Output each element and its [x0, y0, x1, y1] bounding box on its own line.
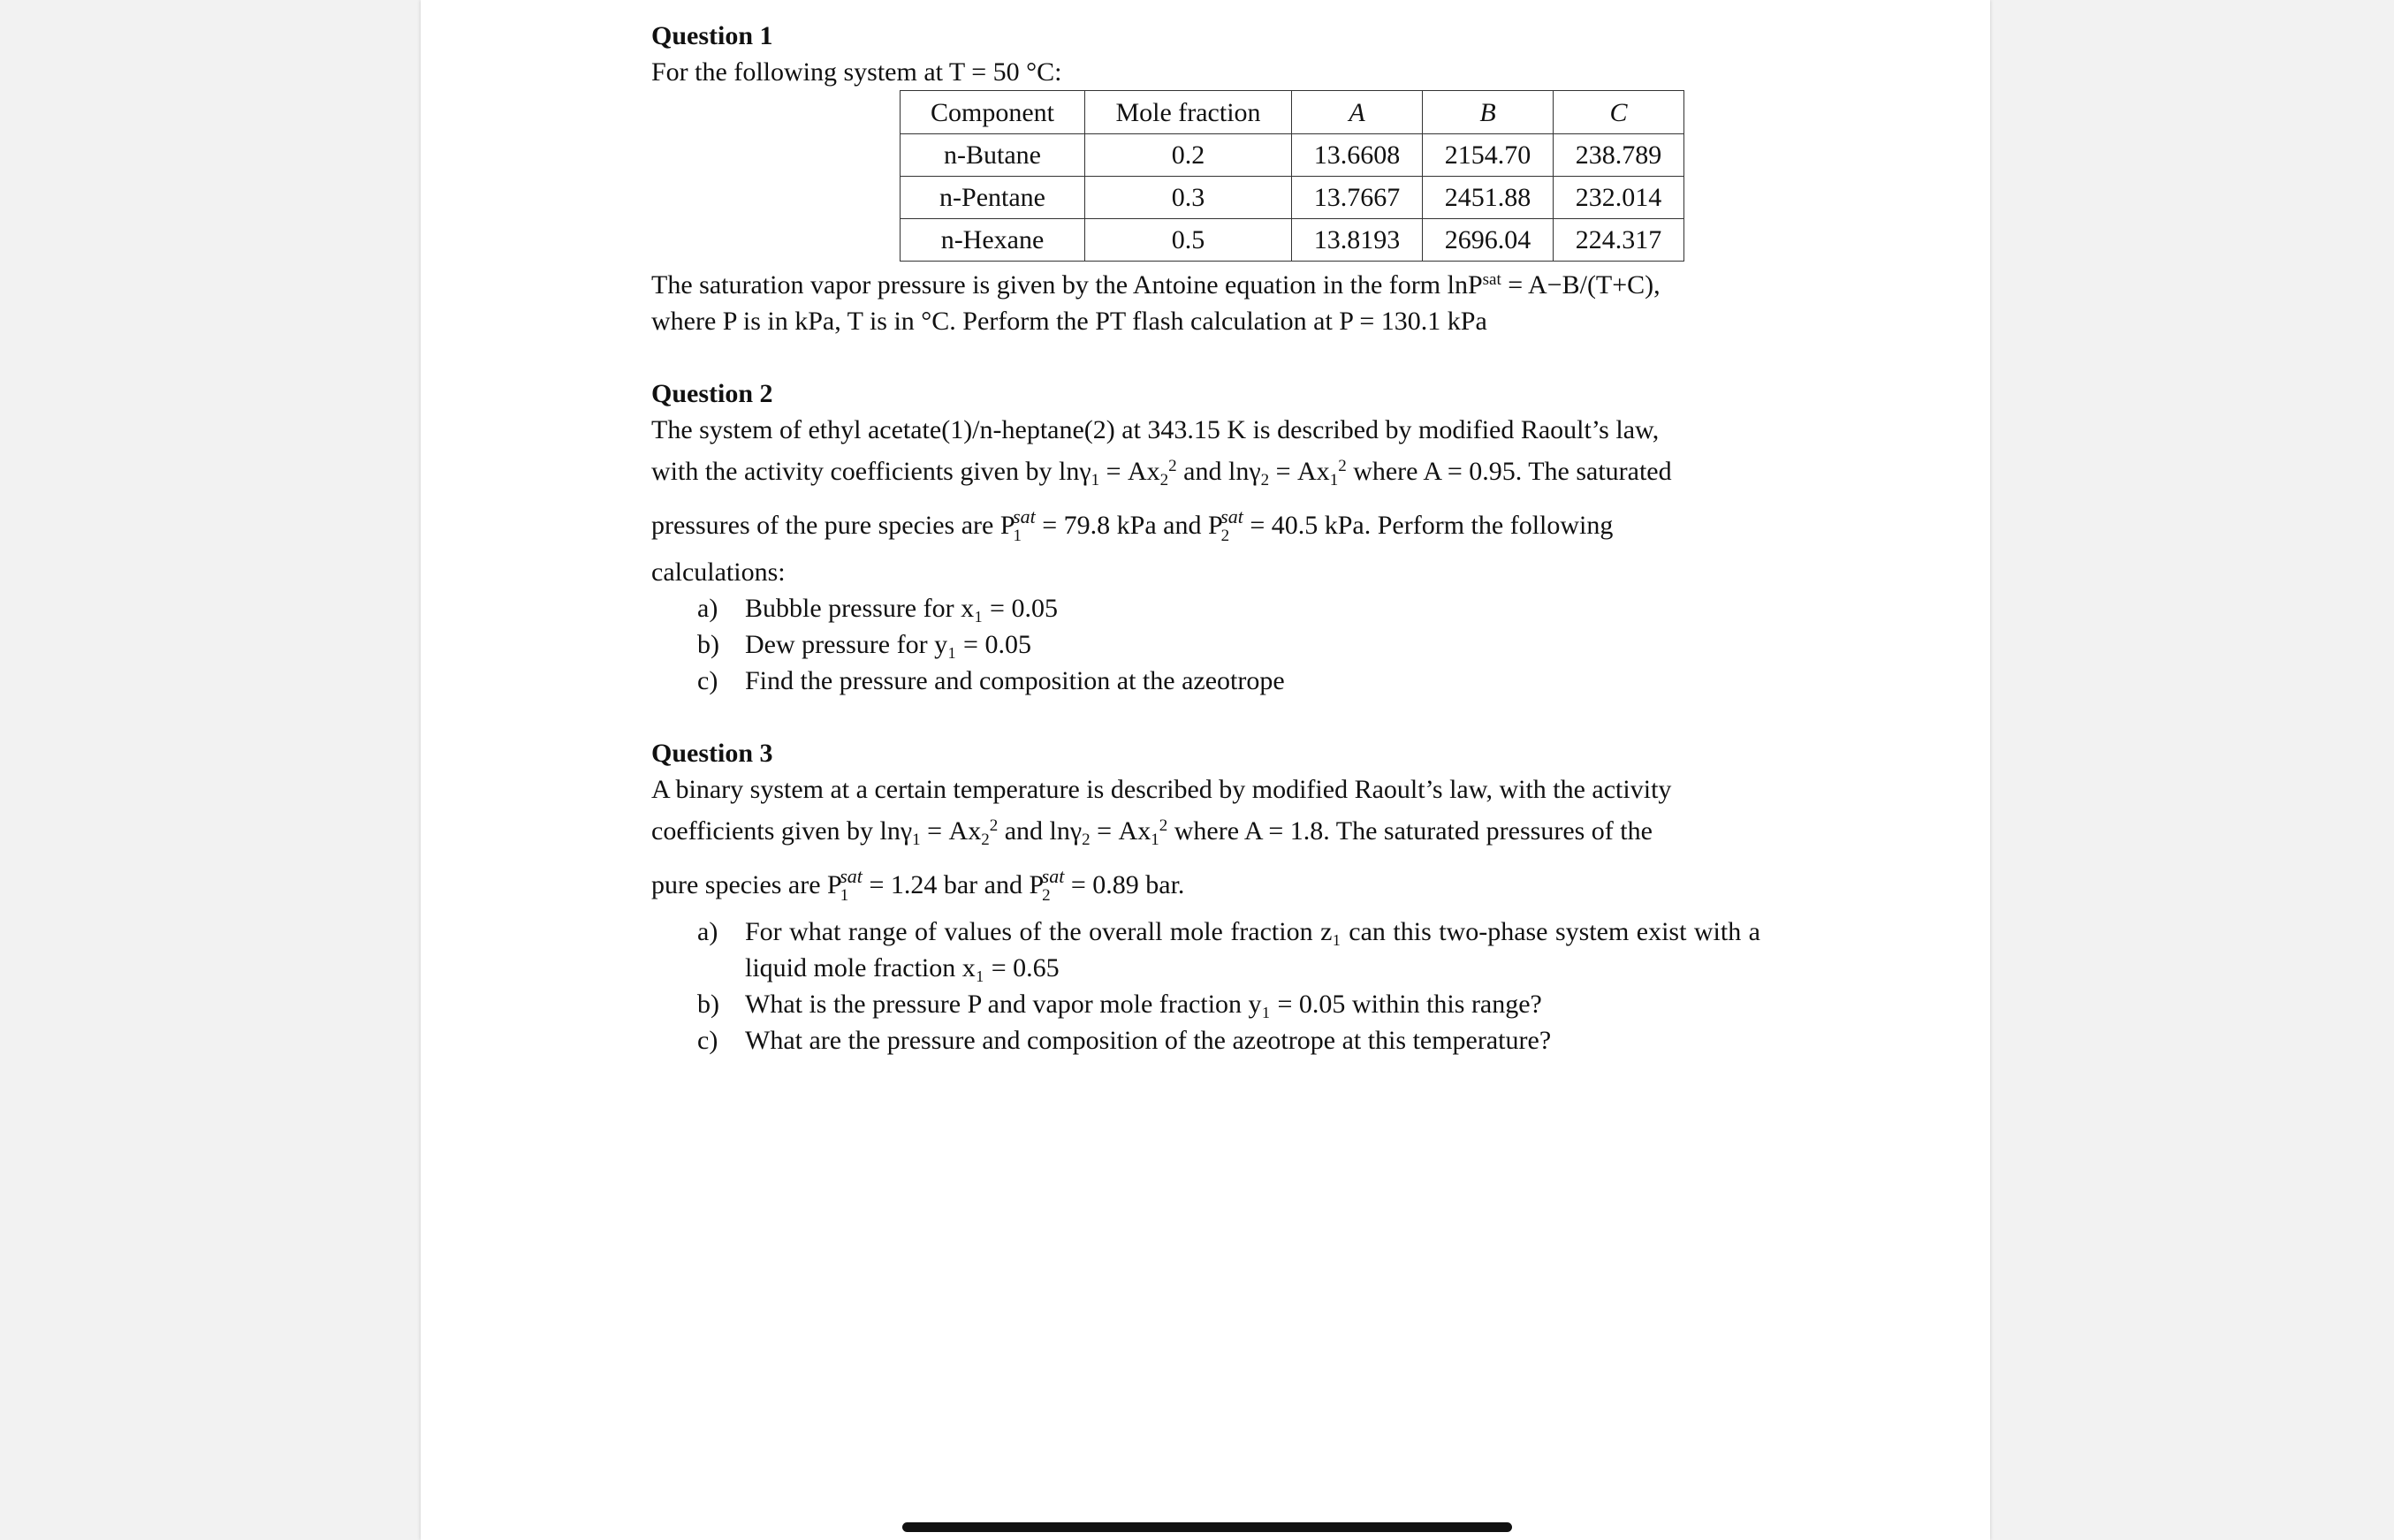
question-2-text: = 79.8 kPa and P — [1035, 511, 1223, 540]
sat-superscript: sat — [1013, 505, 1036, 527]
table-cell: 232.014 — [1554, 177, 1684, 219]
list-item — [651, 914, 1760, 986]
list-item-text: Dew pressure for y₁ = 0.05 — [745, 630, 1031, 659]
list-item — [651, 590, 1760, 626]
table-row — [901, 134, 1684, 177]
table-cell: 0.2 — [1085, 134, 1292, 177]
question-2-text: and lnγ — [1176, 457, 1261, 486]
list-item-text: Bubble pressure for x₁ = 0.05 — [745, 594, 1058, 623]
question-3-text: = 0.89 bar. — [1064, 870, 1185, 899]
question-2-text: with the activity coefficients given by lnγ — [651, 457, 1091, 486]
table-cell: n-Butane — [901, 134, 1085, 177]
table-row — [901, 219, 1684, 262]
list-marker: c) — [697, 1026, 718, 1055]
table-cell: 13.6608 — [1292, 134, 1423, 177]
subscript: 2 — [1042, 886, 1051, 905]
list-item — [651, 986, 1760, 1022]
question-2-text: = Ax — [1099, 457, 1160, 486]
question-3-line-2 — [651, 808, 1760, 858]
list-marker: b) — [697, 990, 719, 1019]
subscript: 2 — [1082, 831, 1091, 849]
table-cell: n-Hexane — [901, 219, 1085, 262]
table-header-cell: C — [1554, 91, 1684, 134]
subscript: 2 — [1260, 471, 1270, 489]
document-content — [651, 18, 1760, 1058]
list-item — [651, 663, 1760, 699]
list-marker: c) — [697, 666, 718, 695]
question-2-title: Question 2 — [651, 379, 773, 408]
table-cell: 2154.70 — [1423, 134, 1554, 177]
table-header-row — [901, 91, 1684, 134]
table-header-cell: Component — [901, 91, 1085, 134]
question-1-body-text: = A−B/(T+C), — [1501, 270, 1661, 300]
table-row — [901, 177, 1684, 219]
document-page — [421, 0, 1990, 1540]
question-2-line-2 — [651, 448, 1760, 498]
list-marker: a) — [697, 594, 718, 623]
table-cell: 2696.04 — [1423, 219, 1554, 262]
question-1-body-text: The saturation vapor pressure is given by the Antoine equation in the form lnP — [651, 270, 1483, 300]
question-2-line-4: calculations: — [651, 558, 786, 587]
list-marker: b) — [697, 630, 719, 659]
antoine-table — [900, 90, 1684, 262]
subscript: 1 — [1091, 471, 1100, 489]
home-indicator-bar[interactable] — [902, 1522, 1512, 1532]
question-3-text: = Ax — [1090, 816, 1151, 846]
question-2-text: = Ax — [1269, 457, 1330, 486]
question-3-text: = Ax — [920, 816, 982, 846]
sat-superscript: sat — [840, 865, 863, 887]
superscript: 2 — [989, 816, 999, 835]
subscript: 2 — [981, 831, 990, 849]
question-3-text: coefficients given by lnγ — [651, 816, 913, 846]
table-cell: 224.317 — [1554, 219, 1684, 262]
subscript: 1 — [912, 831, 921, 849]
table-cell: 238.789 — [1554, 134, 1684, 177]
list-item-text: What are the pressure and composition of the azeotrope at this temperature? — [745, 1026, 1552, 1055]
question-2-list — [651, 590, 1760, 699]
table-cell: 13.8193 — [1292, 219, 1423, 262]
list-item-text: Find the pressure and composition at the azeotrope — [745, 666, 1285, 695]
table-header-cell: A — [1292, 91, 1423, 134]
question-3-line-1: A binary system at a certain temperature is described by modified Raoult’s law, with the activity — [651, 775, 1672, 804]
question-2-text: where A = 0.95. The saturated — [1346, 457, 1672, 486]
subscript: 2 — [1159, 471, 1169, 489]
table-cell: 0.5 — [1085, 219, 1292, 262]
superscript: 2 — [1338, 457, 1347, 475]
question-3-text: and lnγ — [998, 816, 1083, 846]
list-item-text: For what range of values of the overall mole fraction z₁ can this two-phase system exist with a liquid mole fraction x₁ = 0.65 — [745, 917, 1760, 982]
question-2-text: pressures of the pure species are P — [651, 511, 1015, 540]
table-header-cell: B — [1423, 91, 1554, 134]
question-1-title: Question 1 — [651, 21, 773, 50]
superscript: 2 — [1168, 457, 1177, 475]
list-item — [651, 1022, 1760, 1058]
question-1-intro: For the following system at T = 50 °C: — [651, 57, 1062, 87]
subscript: 2 — [1220, 527, 1230, 545]
question-1-body-line-1 — [651, 262, 1760, 303]
question-1-body-line-2: where P is in kPa, T is in °C. Perform the PT flash calculation at P = 130.1 kPa — [651, 307, 1487, 336]
question-3-line-3 — [651, 858, 1760, 914]
question-2-text: = 40.5 kPa. Perform the following — [1243, 511, 1614, 540]
question-3-list — [651, 914, 1760, 1058]
list-marker: a) — [697, 917, 718, 946]
subscript: 1 — [840, 886, 849, 905]
table-cell: 0.3 — [1085, 177, 1292, 219]
table-cell: n-Pentane — [901, 177, 1085, 219]
sat-superscript: sat — [1220, 505, 1243, 527]
question-3-text: where A = 1.8. The saturated pressures of the — [1167, 816, 1653, 846]
subscript: 1 — [1013, 527, 1022, 545]
question-3-text: pure species are P — [651, 870, 842, 899]
sat-superscript: sat — [1041, 865, 1065, 887]
list-item — [651, 626, 1760, 663]
table-cell: 2451.88 — [1423, 177, 1554, 219]
question-3-text: = 1.24 bar and P — [862, 870, 1045, 899]
table-header-cell: Mole fraction — [1085, 91, 1292, 134]
table-cell: 13.7667 — [1292, 177, 1423, 219]
subscript: 1 — [1151, 831, 1159, 849]
question-3-title: Question 3 — [651, 739, 773, 768]
subscript: 1 — [1329, 471, 1339, 489]
question-2-line-1: The system of ethyl acetate(1)/n-heptane(2) at 343.15 K is described by modified Raoult’s law, — [651, 415, 1660, 444]
list-item-text: What is the pressure P and vapor mole fraction y₁ = 0.05 within this range? — [745, 990, 1542, 1019]
sat-superscript: sat — [1482, 270, 1501, 289]
question-2-line-3 — [651, 498, 1760, 554]
superscript: 2 — [1159, 816, 1168, 835]
